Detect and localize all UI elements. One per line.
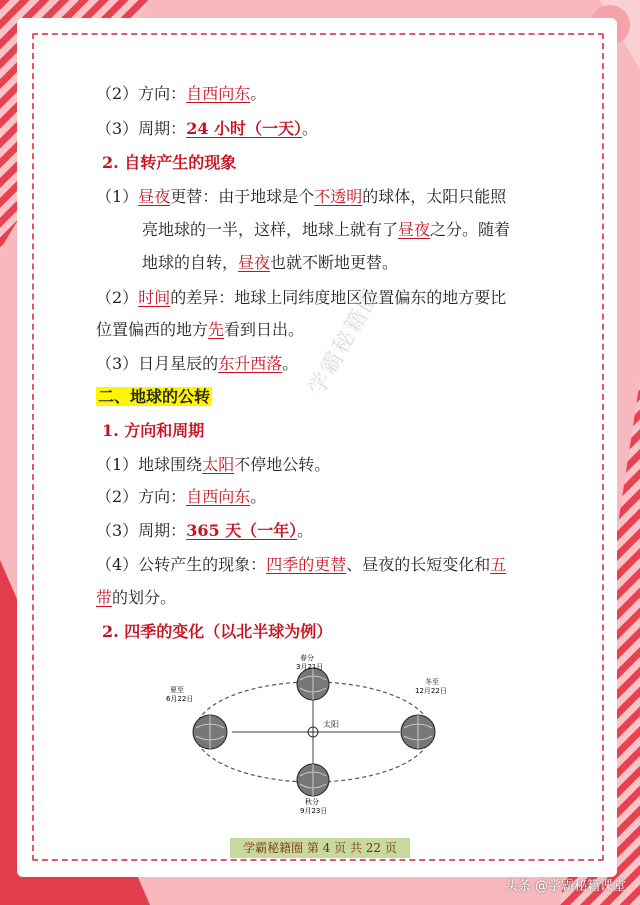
label-autumn: 秋分	[305, 798, 319, 806]
text: 。	[250, 84, 267, 103]
paragraph-3	[96, 352, 298, 376]
text: （2）方向：	[96, 487, 187, 506]
sun-label: 太阳	[323, 720, 339, 729]
answer: 自西向东	[186, 487, 251, 506]
item-1	[96, 453, 330, 477]
watermark: 学霸秘籍圈	[304, 283, 386, 400]
label-summer: 夏至	[170, 686, 184, 694]
heading-rotation-phenomena: 2. 自转产生的现象	[102, 153, 237, 172]
answer: 四季的更替	[266, 555, 347, 574]
sun-icon	[305, 724, 321, 740]
earth-globe-autumn	[297, 764, 329, 796]
item-3	[96, 519, 313, 543]
date-winter: 12月22日	[415, 687, 447, 695]
paragraph-1-line-1	[96, 185, 506, 209]
answer: 不透明	[314, 187, 363, 206]
text: 。	[282, 354, 299, 373]
date-spring: 3月21日	[296, 663, 324, 671]
text: 亮地球的一半，这样，地球上就有了	[142, 220, 399, 239]
text: 。	[250, 487, 267, 506]
text: （1）	[96, 187, 139, 206]
answer: 太阳	[202, 455, 235, 474]
item-2	[96, 485, 266, 509]
text: 地球的自转，	[142, 253, 239, 272]
highlighted-title: 二、地球的公转	[98, 387, 211, 406]
answer: 昼夜	[238, 253, 271, 272]
text: 的划分。	[112, 588, 177, 607]
earth-globe-winter	[401, 715, 435, 749]
earth-globe-spring	[297, 668, 329, 700]
answer: 带	[96, 588, 113, 607]
direction-line	[96, 82, 266, 106]
text: 。	[302, 119, 319, 138]
text: （1）地球围绕	[96, 455, 203, 474]
paragraph-2-line-1	[96, 286, 506, 310]
text: （4）公转产生的现象：	[96, 555, 267, 574]
paragraph-2-line-2	[96, 318, 304, 342]
earth-globe-summer	[193, 715, 227, 749]
text: （2）	[96, 288, 139, 307]
section-title-revolution	[96, 385, 212, 409]
text: 也就不断地更替。	[270, 253, 399, 272]
heading-direction-period: 1. 方向和周期	[102, 421, 205, 440]
answer: 五	[490, 555, 507, 574]
answer: 昼夜	[398, 220, 431, 239]
text: 不停地公转。	[234, 455, 331, 474]
item-4-line-1	[96, 553, 506, 577]
paragraph-1-line-3	[142, 251, 398, 275]
answer: 先	[208, 320, 225, 339]
answer: 昼夜	[138, 187, 171, 206]
item-4-line-2	[96, 586, 176, 610]
label-spring: 春分	[300, 654, 314, 662]
answer: 365 天（一年）	[186, 521, 298, 540]
paragraph-1-line-2	[142, 218, 510, 242]
label-winter: 冬至	[425, 678, 439, 686]
label: （3）周期：	[96, 119, 187, 138]
text: 的差异：地球上同纬度地区位置偏东的地方要比	[170, 288, 507, 307]
text: 位置偏西的地方	[96, 320, 209, 339]
text: 。	[297, 521, 314, 540]
answer: 东升西落	[218, 354, 283, 373]
text: 的球体，太阳只能照	[362, 187, 507, 206]
text: 之分。随着	[430, 220, 511, 239]
label: （2）方向：	[96, 84, 187, 103]
text: 、昼夜的长短变化和	[346, 555, 491, 574]
answer: 自西向东	[186, 84, 251, 103]
text: 更替：由于地球是个	[170, 187, 315, 206]
date-autumn: 9月23日	[300, 807, 328, 815]
orbit-diagram	[160, 652, 460, 827]
text: （3）周期：	[96, 521, 187, 540]
answer: 时间	[138, 288, 171, 307]
date-summer: 6月22日	[166, 695, 194, 703]
text: （3）日月星辰的	[96, 354, 219, 373]
heading-seasons: 2. 四季的变化（以北半球为例）	[102, 622, 333, 641]
page-footer: 学霸秘籍圈 第 4 页 共 22 页	[230, 838, 410, 858]
source-credit: 头条 @学霸秘籍课堂	[504, 879, 626, 894]
period-line	[96, 117, 318, 141]
answer: 24 小时（一天）	[186, 119, 303, 138]
text: 看到日出。	[224, 320, 305, 339]
